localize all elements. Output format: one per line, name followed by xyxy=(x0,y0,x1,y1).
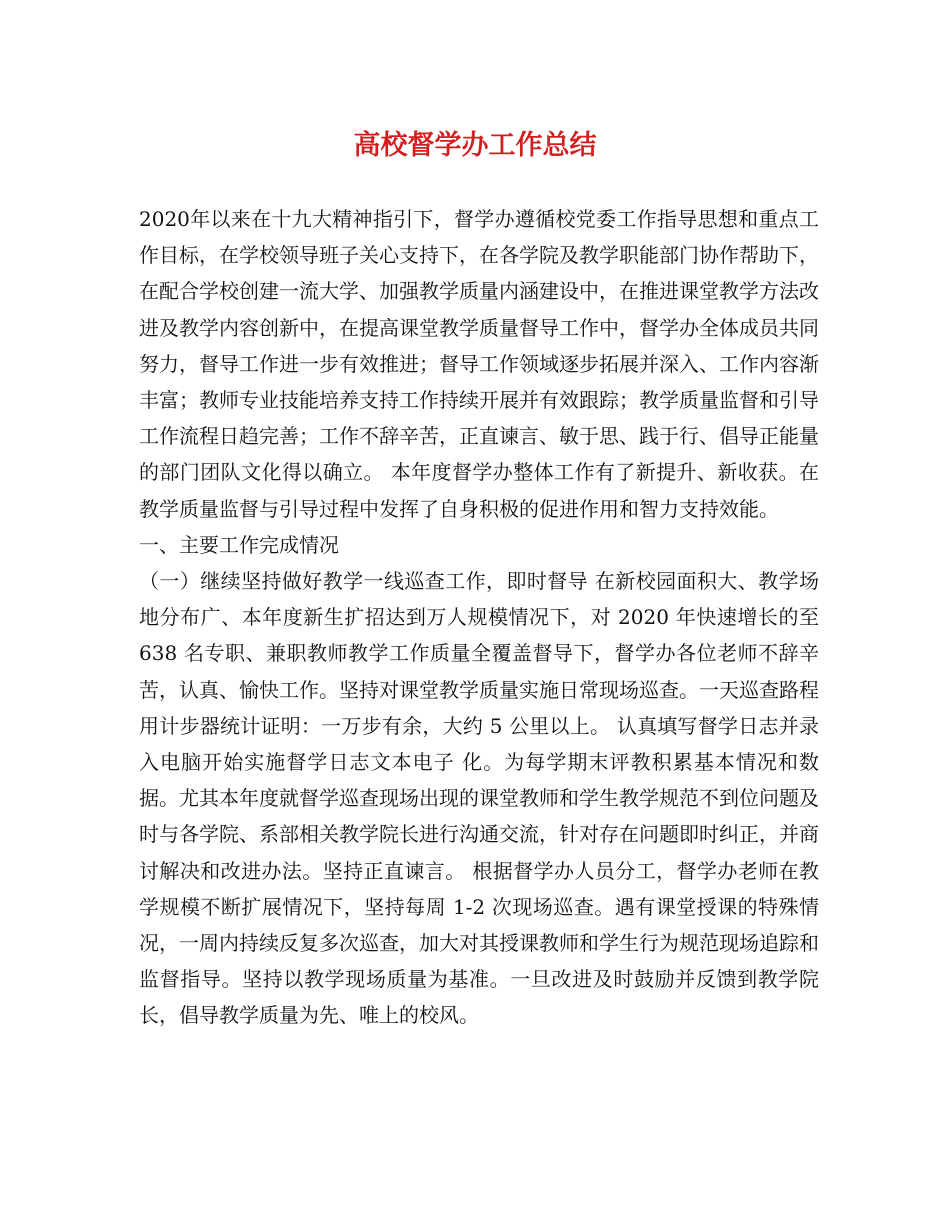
intro-paragraph: 2020年以来在十九大精神指引下，督学办遵循校党委工作指导思想和重点工作目标，在学校领导班子关心支持下，在各学院及教学职能部门协作帮助下，在配合学校创建一流大学、加强教学质量内涵建设中，在推进课堂教学方法改进及教学内容创新中，在提高课堂教学质量督导工作中，督学办全体成员共同努力，督导工作进一步有效推进；督导工作领域逐步拓展并深入、工作内容渐丰富；教师专业技能培养支持工作持续开展并有效跟踪；教学质量监督和引导工作流程日趋完善；工作不辞辛苦，正直谏言、敏于思、践于行、倡导正能量的部门团队文化得以确立。 本年度督学办整体工作有了新提升、新收获。在教学质量监督与引导过程中发挥了自身积极的促进作用和智力支持效能。 xyxy=(139,207,819,521)
document-body xyxy=(139,201,819,1034)
document-title: 高校督学办工作总结 xyxy=(353,130,597,161)
section-paragraph: （一）继续坚持做好教学一线巡查工作，即时督导 在新校园面积大、教学场地分布广、本年度新生扩招达到万人规模情况下，对 2020 年快速增长的至 638 名专职、兼职教师教学工作质量全覆盖督导下，督学办各位老师不辞辛苦，认真、愉快工作。坚持对课堂教学质量实施日常现场巡查。一天巡查路程用计步器统计证明：一万步有余，大约 5 公里以上。 认真填写督学日志并录入电脑开始实施督学日志文本电子 化。为每学期末评教积累基本情况和数据。尤其本年度就督学巡查现场出现的课堂教师和学生教学规范不到位问题及时与各学院、系部相关教学院长进行沟通交流，针对存在问题即时纠正，并商讨解决和改进办法。坚持正直谏言。 根据督学办人员分工，督学办老师在教学规模不断扩展情况下，坚持每周 1-2 次现场巡查。遇有课堂授课的特殊情况，一周内持续反复多次巡查，加大对其授课教师和学生行为规范现场追踪和监督指导。坚持以教学现场质量为基准。一旦改进及时鼓励并反馈到教学院长，倡导教学质量为先、唯上的校风。 xyxy=(139,569,819,1028)
section-heading: 一、主要工作完成情况 xyxy=(139,532,339,557)
